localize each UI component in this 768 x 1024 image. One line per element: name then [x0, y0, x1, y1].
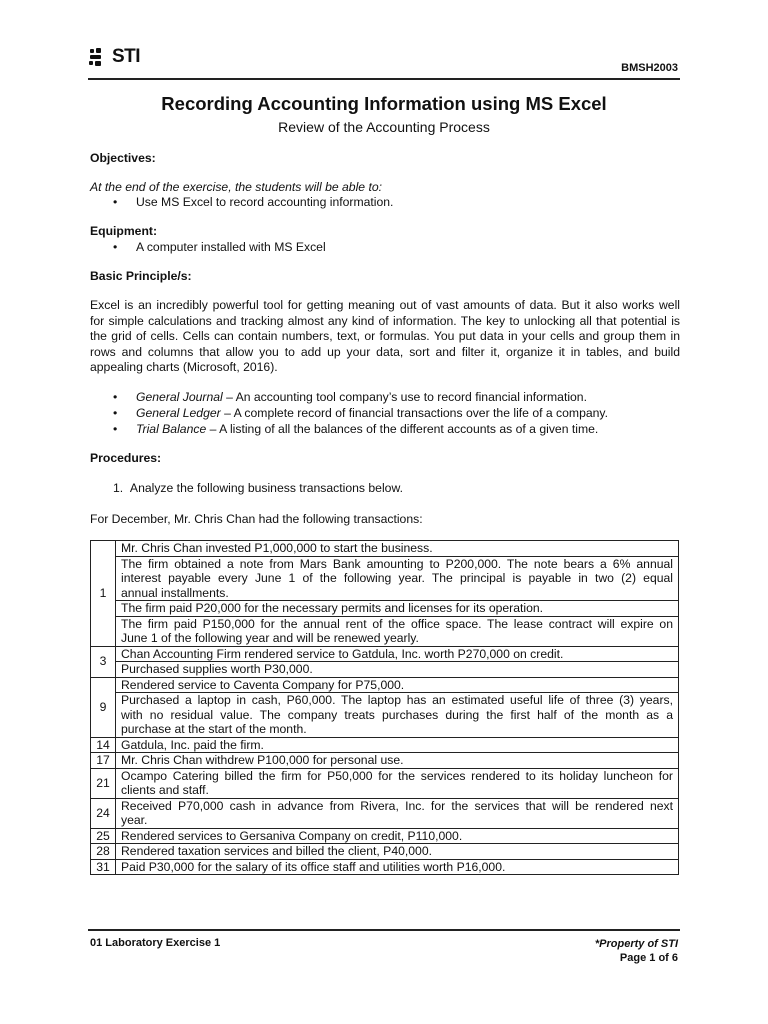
footer-divider — [88, 929, 680, 931]
table-row — [91, 616, 679, 646]
header-divider — [88, 78, 680, 80]
transaction-line: Ocampo Catering billed the firm for P50,000 for the services rendered to its holiday luncheon for — [121, 768, 673, 783]
transaction-line: purchase at the start of the month. — [121, 722, 307, 736]
equipment-heading: Equipment: — [90, 224, 158, 238]
transaction-day: 28 — [91, 844, 116, 860]
table-row — [91, 768, 679, 798]
transaction-description — [116, 616, 679, 646]
bullet-icon: • — [113, 240, 118, 254]
transaction-description — [116, 859, 679, 875]
transaction-day: 17 — [91, 753, 116, 769]
transaction-description — [116, 737, 679, 753]
transaction-line: year. — [121, 813, 148, 827]
transaction-description — [116, 844, 679, 860]
transaction-line: The firm paid P20,000 for the necessary permits and licenses for its operation. — [121, 601, 544, 615]
transaction-line: Received P70,000 cash in advance from Rivera, Inc. for the services that will be rendered next — [121, 798, 673, 813]
table-row — [91, 859, 679, 875]
transaction-day: 9 — [91, 677, 116, 737]
transaction-description — [116, 662, 679, 678]
transaction-line: Rendered taxation services and billed the client, P40,000. — [121, 844, 432, 858]
objectives-heading: Objectives: — [90, 151, 156, 165]
transaction-description — [116, 601, 679, 617]
transaction-line: with no residual value. The company treats purchases during the first half of the month as a — [121, 707, 673, 722]
table-row — [91, 844, 679, 860]
procedures-heading: Procedures: — [90, 451, 162, 465]
transaction-line: Mr. Chris Chan invested P1,000,000 to start the business. — [121, 541, 433, 555]
sti-logo-text: STI — [112, 46, 141, 67]
transaction-description — [116, 646, 679, 662]
transaction-line: The firm paid P150,000 for the annual rent of the office space. The lease contract will expire on — [121, 616, 673, 631]
table-row — [91, 737, 679, 753]
transaction-line: June 1 of the following year and will be renewed yearly. — [121, 631, 419, 645]
table-row — [91, 541, 679, 557]
table-row — [91, 693, 679, 738]
sti-logo — [88, 46, 140, 68]
transaction-day: 3 — [91, 646, 116, 677]
transaction-line: Gatdula, Inc. paid the firm. — [121, 737, 264, 752]
transaction-line: Rendered service to Caventa Company for P75,000. — [121, 677, 405, 692]
document-title: Recording Accounting Information using MS Excel — [161, 93, 607, 114]
transaction-line: Purchased supplies worth P30,000. — [121, 662, 313, 676]
transaction-description — [116, 693, 679, 738]
bullet-icon: • — [113, 422, 118, 436]
table-row — [91, 662, 679, 678]
transaction-line: Paid P30,000 for the salary of its office staff and utilities worth P16,000. — [121, 859, 506, 874]
transaction-description — [116, 768, 679, 798]
transaction-day: 31 — [91, 859, 116, 875]
footer-property: *Property of STI — [594, 938, 678, 950]
document-subtitle: Review of the Accounting Process — [278, 119, 490, 135]
transaction-line: Chan Accounting Firm rendered service to Gatdula, Inc. worth P270,000 on credit. — [121, 646, 564, 661]
transaction-day: 1 — [91, 541, 116, 647]
principles-paragraph: Excel is an incredibly powerful tool for getting meaning out of vast amounts of data. But it also works well for simple calculations and tracking almost any kind of information. The key to unlocking all that potential is the grid of cells. Cells can contain numbers, text, or formulas. You put data in your cells and group them in rows and columns that allow you to add up your data, sort and filter it, organize it in tables, and build appealing charts (Microsoft, 2016). — [90, 298, 680, 374]
bullet-icon: • — [113, 195, 118, 209]
transaction-description — [116, 798, 679, 828]
transaction-day: 25 — [91, 828, 116, 844]
table-row — [91, 677, 679, 693]
transaction-line: Mr. Chris Chan withdrew P100,000 for personal use. — [121, 753, 404, 767]
bullet-icon: • — [113, 390, 118, 404]
transactions-intro: For December, Mr. Chris Chan had the following transactions: — [90, 512, 423, 526]
table-row — [91, 753, 679, 769]
transaction-description — [116, 541, 679, 557]
principles-heading: Basic Principle/s: — [90, 269, 192, 283]
table-row — [91, 828, 679, 844]
course-code: BMSH2003 — [621, 62, 678, 74]
procedure-step-1: 1. Analyze the following business transactions below. — [113, 481, 403, 495]
table-row — [91, 556, 679, 601]
sti-logo-mark-icon — [88, 46, 110, 68]
transaction-line: The firm obtained a note from Mars Bank amounting to P200,000. The note bears a 6% annual — [121, 556, 673, 571]
transaction-description — [116, 828, 679, 844]
bullet-icon: • — [113, 406, 118, 420]
transaction-day: 21 — [91, 768, 116, 798]
transaction-description — [116, 556, 679, 601]
transaction-line: interest payable every June 1 of the following year. The principal is payable in two (2) equal — [121, 571, 673, 585]
transaction-line: annual installments. — [121, 585, 229, 600]
transaction-day: 14 — [91, 737, 116, 753]
footer-page-number: Page 1 of 6 — [619, 952, 678, 964]
transaction-line: Rendered services to Gersaniva Company on credit, P110,000. — [121, 828, 463, 843]
table-row — [91, 798, 679, 828]
transaction-description — [116, 677, 679, 693]
footer-exercise-label: 01 Laboratory Exercise 1 — [90, 937, 221, 949]
transaction-line: clients and staff. — [121, 783, 209, 797]
transactions-table — [90, 540, 679, 875]
transaction-description — [116, 753, 679, 769]
footer-right — [595, 937, 678, 965]
objectives-intro: At the end of the exercise, the students will be able to: — [90, 180, 383, 194]
transaction-day: 24 — [91, 798, 116, 828]
table-row — [91, 646, 679, 662]
transaction-line: Purchased a laptop in cash, P60,000. The laptop has an estimated useful life of three (3) years, — [121, 693, 673, 707]
table-row — [91, 601, 679, 617]
